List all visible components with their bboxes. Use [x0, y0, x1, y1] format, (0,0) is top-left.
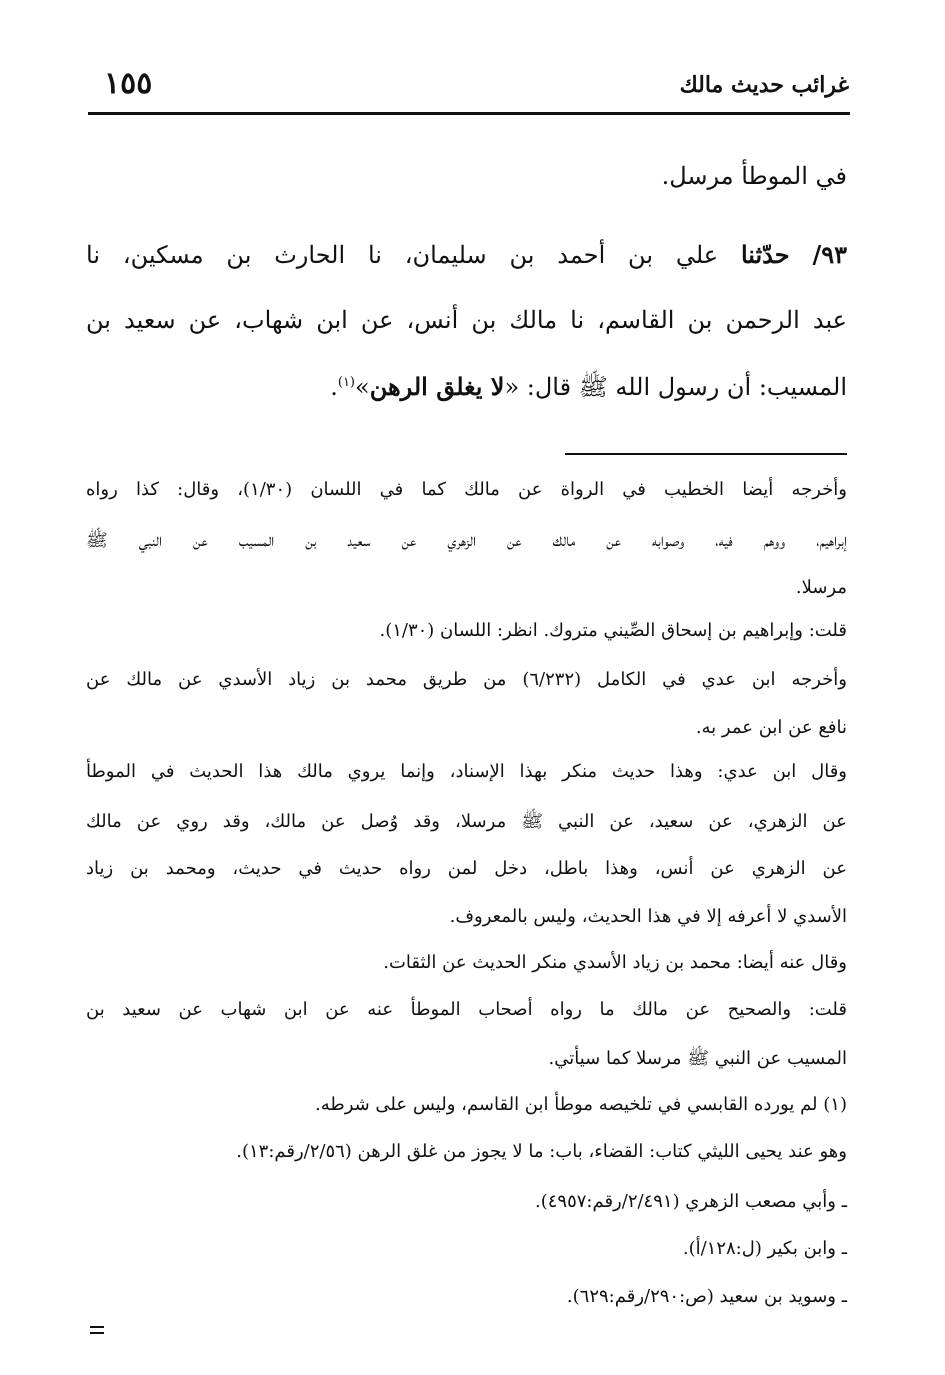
page-number: ١٥٥	[104, 66, 153, 101]
header-rule	[88, 112, 850, 115]
hadith-attribution: المسيب: أن رسول الله ﷺ قال: «	[504, 373, 847, 401]
main-text-line-2: عبد الرحمن بن القاسم، نا مالك بن أنس، عن ابن شهاب، عن سعيد بن	[86, 306, 847, 334]
footnote-line: ـ وأبي مصعب الزهري (٢/٤٩١/رقم:٤٩٥٧).	[534, 1191, 847, 1212]
footnote-ref: (١)	[337, 375, 355, 390]
main-text-line-0: في الموطأ مرسل.	[661, 162, 847, 190]
footnote-line: ـ وسويد بن سعيد (ص:٢٩٠/رقم:٦٢٩).	[566, 1286, 847, 1307]
hadith-lead-word: حدّثنا	[740, 240, 790, 269]
footnote-line: إبراهيم، ووهم فيه، وصوابه عن مالك عن الزهري عن سعيد بن المسيب عن النبي ﷺ	[86, 530, 847, 551]
main-text-line-1	[86, 240, 847, 269]
main-text-line-3	[330, 372, 847, 407]
running-title: غرائب حديث مالك	[679, 72, 849, 98]
footnote-line: وقال عنه أيضا: محمد بن زياد الأسدي منكر الحديث عن الثقات.	[383, 952, 847, 973]
footnote-separator	[565, 453, 847, 455]
footnote-line: وقال ابن عدي: وهذا حديث منكر بهذا الإسناد، وإنما يروي مالك هذا الحديث في الموطأ	[86, 761, 847, 782]
footnote-line: الأسدي لا أعرفه إلا في هذا الحديث، وليس بالمعروف.	[449, 906, 847, 927]
quote-close: »	[355, 373, 370, 401]
footnote-line: وهو عند يحيى الليثي كتاب: القضاء، باب: ما لا يجوز من غلق الرهن (٢/٥٦/رقم:١٣).	[236, 1141, 847, 1162]
footnote-line: وأخرجه أيضا الخطيب في الرواة عن مالك كما في اللسان (١/٣٠)، وقال: كذا رواه	[86, 479, 847, 500]
hadith-quote: لا يغلق الرهن	[369, 372, 505, 401]
footnote-line: قلت: وإبراهيم بن إسحاق الصِّيني متروك. انظر: اللسان (١/٣٠).	[379, 620, 847, 641]
footnote-line: نافع عن ابن عمر به.	[695, 717, 847, 738]
sentence-end: .	[330, 373, 338, 401]
footnote-line: مرسلا.	[795, 577, 847, 598]
footnote-line: عن الزهري عن أنس، وهذا باطل، دخل لمن رواه حديث في حديث، ومحمد بن زياد	[86, 858, 847, 879]
footnote-line: عن الزهري، عن سعيد، عن النبي ﷺ مرسلا، وقد وُصل عن مالك، وقد روي عن مالك	[86, 811, 847, 832]
page-end-mark	[90, 1326, 104, 1338]
footnote-line: (١) لم يورده القابسي في تلخيصه موطأ ابن القاسم، وليس على شرطه.	[315, 1094, 847, 1115]
footnote-line: المسيب عن النبي ﷺ مرسلا كما سيأتي.	[548, 1048, 847, 1069]
footnote-line: وأخرجه ابن عدي في الكامل (٦/٢٣٢) من طريق محمد بن زياد الأسدي عن مالك عن	[86, 669, 847, 690]
footnote-line: ـ وابن بكير (ل:١٢٨/أ).	[682, 1238, 847, 1259]
footnote-line: قلت: والصحيح عن مالك ما رواه أصحاب الموطأ عنه عن ابن شهاب عن سعيد بن	[86, 999, 847, 1020]
hadith-number: ٩٣/	[812, 240, 847, 269]
hadith-chain-text: علي بن أحمد بن سليمان، نا الحارث بن مسكين، نا	[86, 241, 719, 269]
